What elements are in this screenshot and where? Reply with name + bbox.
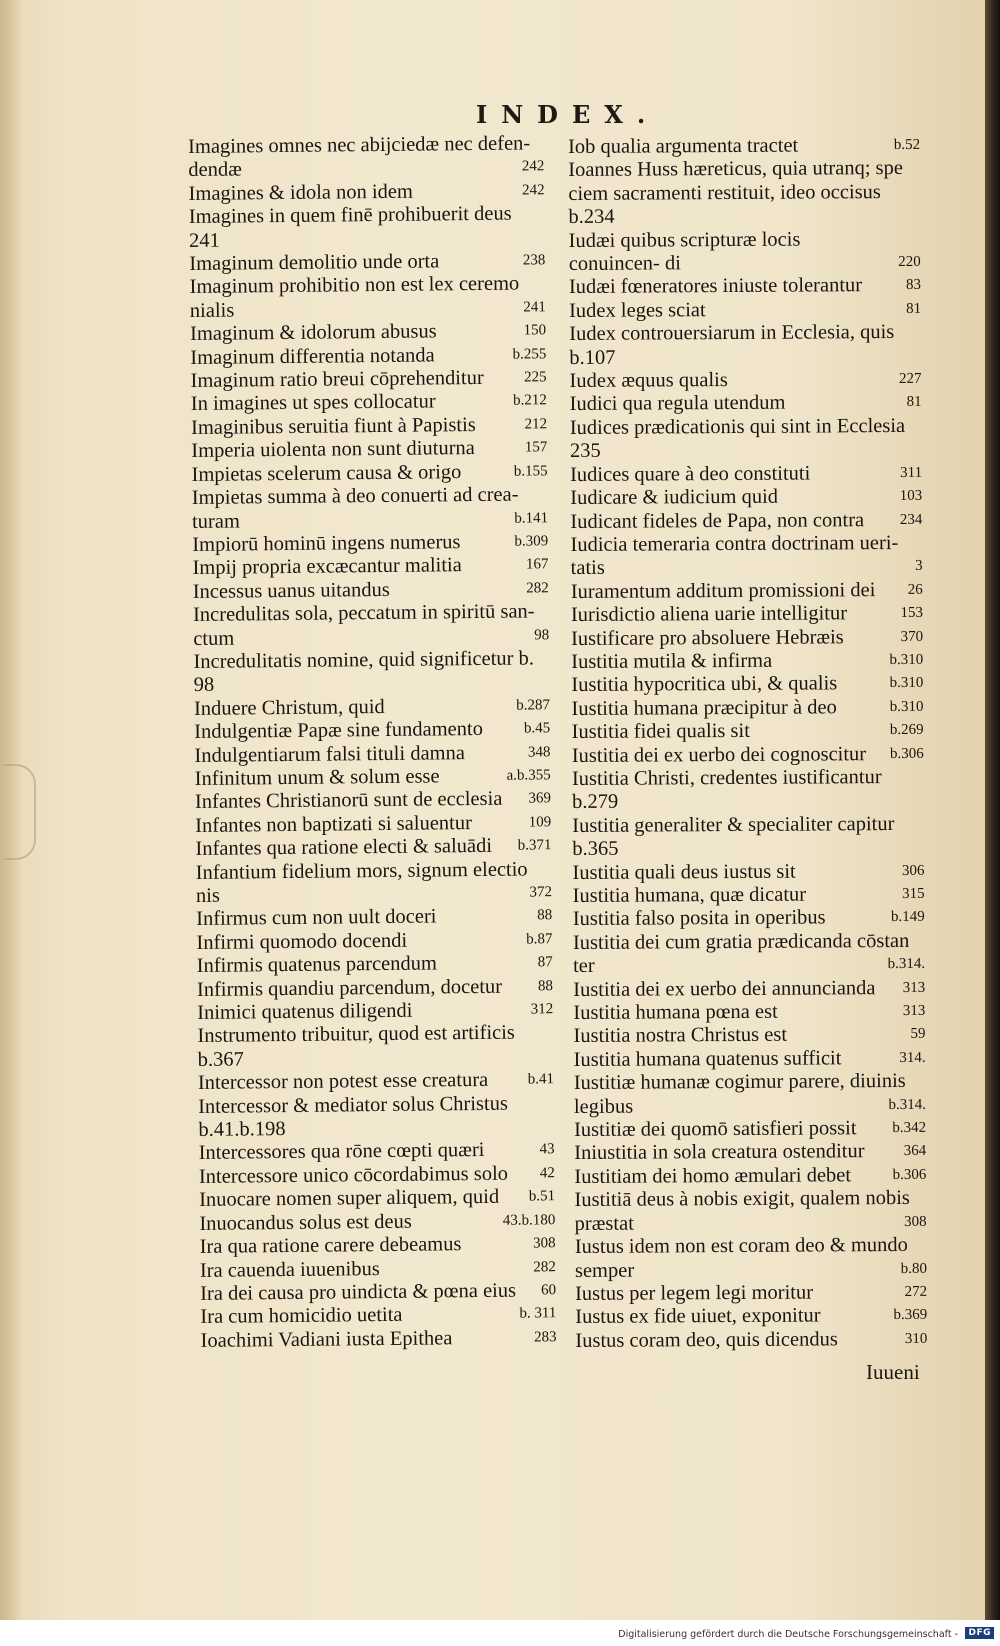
index-entry bbox=[189, 273, 545, 324]
index-entry bbox=[197, 1022, 553, 1073]
entry-page-ref: 313 bbox=[902, 1002, 926, 1020]
entry-page-ref: 60 bbox=[541, 1282, 557, 1299]
index-entry bbox=[571, 672, 923, 698]
entry-page-ref: 150 bbox=[523, 322, 547, 339]
entry-page-ref: b.310 bbox=[889, 698, 924, 715]
entry-text: Iudex leges sciat bbox=[569, 299, 706, 322]
index-entry bbox=[570, 532, 922, 581]
entry-text: Infinitum unum & solum esse bbox=[194, 765, 440, 790]
index-entry bbox=[574, 1047, 926, 1073]
entry-page-ref: 308 bbox=[533, 1235, 556, 1252]
entry-page-ref: b.52 bbox=[893, 136, 921, 154]
entry-page-ref: b.342 bbox=[892, 1119, 927, 1137]
entry-page-ref: 314. bbox=[899, 1049, 926, 1066]
index-entry bbox=[572, 742, 924, 768]
catchword: Iuueni bbox=[866, 1360, 920, 1384]
index-entry bbox=[193, 600, 549, 651]
index-entry bbox=[570, 485, 922, 511]
index-entry bbox=[192, 483, 548, 534]
entry-text: Indulgentiæ Papæ sine fundamento bbox=[194, 718, 484, 744]
entry-page-ref: b.51 bbox=[528, 1188, 556, 1205]
entry-page-ref: 241 bbox=[523, 299, 546, 316]
entry-page-ref: 372 bbox=[529, 884, 553, 901]
entry-text: Intercessores qua rōne cœpti quæri bbox=[198, 1139, 485, 1165]
index-column-right bbox=[568, 134, 927, 1353]
entry-text: Infantes Christianorū sunt de ecclesia bbox=[194, 788, 503, 814]
index-entry bbox=[574, 1070, 926, 1119]
entry-text: Iob qualia argumenta tractet bbox=[568, 134, 799, 158]
index-entry bbox=[572, 719, 924, 745]
entry-text: Iustitiæ dei quomō satisfieri possit bbox=[574, 1117, 857, 1142]
entry-text: Indulgentiarum falsi tituli damna bbox=[194, 741, 466, 767]
index-entry bbox=[196, 858, 552, 909]
entry-text: Iustitiam dei homo æmulari debet bbox=[574, 1164, 852, 1188]
entry-text: Induere Christum, quid bbox=[193, 695, 385, 720]
entry-text: Incessus uanus uitandus bbox=[192, 578, 390, 603]
index-entry bbox=[572, 813, 924, 862]
entry-text: Iustitiā deus à nobis exigit, qualem nobis præstat bbox=[574, 1187, 910, 1235]
entry-text: Iustitia humana pœna est bbox=[573, 1000, 778, 1025]
entry-page-ref: b.310 bbox=[889, 675, 924, 692]
entry-text: Ira cauenda iuuenibus bbox=[199, 1257, 380, 1282]
entry-text: Impiorū hominū ingens numerus bbox=[192, 531, 461, 556]
entry-page-ref: 313 bbox=[902, 979, 926, 996]
entry-text: Iuramentum additum promissioni dei bbox=[570, 578, 876, 603]
entry-page-ref: 81 bbox=[906, 300, 922, 317]
entry-text: Infirmis quandiu parcendum, docetur bbox=[196, 975, 503, 1001]
entry-page-ref: 306 bbox=[901, 862, 925, 879]
entry-page-ref: 109 bbox=[528, 814, 552, 831]
entry-text: Inuocandus solus est deus bbox=[199, 1210, 412, 1235]
entry-text: Imagines omnes nec abijciedæ nec defen- dendæ bbox=[188, 132, 531, 182]
entry-page-ref: b.306 bbox=[889, 745, 924, 762]
entry-text: Imaginibus seruitia fiunt à Papistis bbox=[190, 413, 476, 439]
entry-text: Infantium fidelium mors, signum electio nis bbox=[195, 858, 528, 907]
entry-page-ref: 212 bbox=[524, 416, 548, 433]
entry-page-ref: 370 bbox=[900, 628, 924, 645]
index-entry bbox=[572, 766, 924, 815]
entry-text: Iudæi quibus scripturæ locis conuincen- di bbox=[568, 228, 801, 276]
entry-text: Imaginum differentia notanda bbox=[190, 344, 435, 369]
entry-text: Iustitia mutila & infirma bbox=[571, 649, 773, 673]
entry-page-ref: 312 bbox=[530, 1001, 554, 1018]
entry-text: Iustus idem non est coram deo & mundo semper bbox=[574, 1234, 908, 1282]
entry-page-ref: 167 bbox=[525, 556, 549, 573]
index-entry bbox=[188, 132, 544, 183]
entry-page-ref: 83 bbox=[905, 277, 921, 294]
entry-page-ref: b. 311 bbox=[519, 1305, 557, 1322]
index-entry bbox=[571, 649, 923, 675]
entry-page-ref: 225 bbox=[523, 369, 547, 386]
entry-page-ref: b.80 bbox=[900, 1260, 927, 1277]
entry-text: Imagines & idola non idem bbox=[188, 180, 414, 205]
index-entry bbox=[574, 1187, 926, 1236]
entry-text: Iustificare pro absoluere Hebræis bbox=[571, 625, 844, 650]
dfg-logo: DFG bbox=[965, 1627, 994, 1639]
index-entry bbox=[570, 462, 922, 488]
entry-text: Incredulitas sola, peccatum in spiritū san- ctum bbox=[192, 600, 535, 650]
index-column-left bbox=[188, 132, 557, 1353]
entry-page-ref: b.155 bbox=[513, 462, 548, 480]
entry-page-ref: 282 bbox=[526, 579, 549, 597]
entry-page-ref: b.369 bbox=[893, 1307, 928, 1324]
entry-text: Iustitia Christi, credentes iustificantur b.279 bbox=[571, 766, 882, 814]
entry-text: Iustitia humana præcipitur à deo bbox=[571, 696, 837, 720]
index-entry bbox=[569, 274, 921, 300]
entry-text: Inuocare nomen super aliquem, quid bbox=[199, 1186, 500, 1212]
index-entry bbox=[570, 508, 922, 534]
entry-text: Iustitia nostra Christus est bbox=[573, 1024, 788, 1048]
entry-text: Iudex controuersiarum in Ecclesia, quis b.107 bbox=[569, 321, 895, 369]
index-entry bbox=[575, 1234, 927, 1283]
entry-text: Impietas scelerum causa & origo bbox=[191, 460, 462, 486]
index-entry bbox=[570, 391, 922, 417]
entry-text: Iustus per legem legi moritur bbox=[575, 1281, 814, 1305]
entry-text: Infantes non baptizati si saluentur bbox=[195, 811, 472, 837]
entry-text: Impij propria excæcantur malitia bbox=[192, 554, 462, 580]
entry-text: Iustitia falso posita in operibus bbox=[572, 906, 826, 931]
entry-page-ref: b.314. bbox=[888, 1096, 926, 1113]
entry-page-ref: 369 bbox=[528, 790, 552, 807]
entry-text: Imperia uiolenta non sunt diuturna bbox=[191, 437, 475, 463]
index-entry bbox=[571, 602, 923, 628]
entry-text: In imagines ut spes collocatur bbox=[190, 390, 436, 416]
index-entry bbox=[573, 883, 925, 909]
entry-page-ref: 234 bbox=[899, 511, 923, 528]
clasp-mark bbox=[4, 764, 36, 860]
entry-page-ref: 348 bbox=[527, 743, 551, 761]
entry-text: Iustitia dei ex uerbo dei annuncianda bbox=[573, 976, 876, 1001]
index-entry bbox=[571, 696, 923, 722]
entry-page-ref: b.141 bbox=[514, 509, 549, 527]
footer-credit: Digitalisierung gefördert durch die Deutsche Forschungsgemeinschaft - bbox=[618, 1629, 958, 1640]
entry-text: Iustitia dei cum gratia prædicanda cōstan ter bbox=[572, 929, 910, 978]
entry-page-ref: b.309 bbox=[514, 533, 549, 550]
entry-text: Iudices quare à deo constituti bbox=[570, 462, 811, 486]
entry-text: Iustitia quali deus iustus sit bbox=[572, 860, 796, 884]
entry-page-ref: 283 bbox=[534, 1328, 557, 1346]
entry-page-ref: 311 bbox=[900, 464, 923, 481]
entry-page-ref: 157 bbox=[524, 439, 548, 456]
entry-text: Ioannes Huss hæreticus, quia utranq; spe ciem sacramenti restituit, ideo occisus b.234 bbox=[568, 157, 904, 229]
entry-page-ref: b.371 bbox=[517, 837, 552, 854]
index-entry bbox=[189, 202, 545, 253]
index-entry bbox=[573, 906, 925, 932]
entry-page-ref: 81 bbox=[906, 394, 922, 411]
entry-page-ref: 88 bbox=[537, 907, 553, 924]
entry-text: Imaginum ratio breui cōprehenditur bbox=[190, 366, 484, 393]
entry-text: Iustitia dei ex uerbo dei cognoscitur bbox=[571, 742, 867, 767]
index-entry bbox=[571, 579, 923, 605]
entry-text: Iniustitia in sola creatura ostenditur bbox=[574, 1140, 865, 1165]
entry-text: Iudex æquus qualis bbox=[569, 369, 728, 393]
entry-page-ref: b.287 bbox=[516, 696, 551, 714]
entry-page-ref: 88 bbox=[537, 977, 554, 995]
entry-text: Iustitia hypocritica ubi, & qualis bbox=[571, 672, 838, 697]
index-entry bbox=[568, 157, 920, 229]
entry-page-ref: 43.b.180 bbox=[502, 1211, 556, 1229]
entry-text: Intercessor & mediator solus Christus b.41.b.198 bbox=[198, 1092, 508, 1142]
entry-text: Intercessore unico cōcordabimus solo bbox=[198, 1162, 509, 1188]
entry-page-ref: 59 bbox=[910, 1026, 926, 1043]
entry-page-ref: 98 bbox=[534, 626, 550, 643]
index-entry bbox=[568, 134, 920, 160]
index-entry bbox=[572, 859, 924, 885]
entry-text: Imaginum demolitio unde orta bbox=[189, 250, 440, 276]
entry-text: Imaginum & idolorum abusus bbox=[189, 320, 437, 346]
index-entry bbox=[573, 1000, 925, 1026]
page-header: INDEX. bbox=[476, 100, 660, 129]
index-entry bbox=[575, 1328, 927, 1354]
entry-text: Iudæi fœneratores iniuste tolerantur bbox=[568, 274, 863, 299]
entry-page-ref: 238 bbox=[522, 252, 546, 269]
entry-text: Iudicia temeraria contra doctrinam ueri- tatis bbox=[570, 531, 899, 580]
entry-text: Infirmi quomodo docendi bbox=[196, 929, 408, 954]
entry-page-ref: 227 bbox=[898, 370, 922, 388]
index-entry bbox=[573, 1023, 925, 1049]
entry-text: Infantes qua ratione electi & saluādi bbox=[195, 835, 493, 861]
entry-text: Iudicare & iudicium quid bbox=[570, 485, 779, 510]
entry-text: Ioachimi Vadiani iusta Epithea bbox=[200, 1327, 453, 1352]
index-entry bbox=[193, 647, 549, 698]
index-entry bbox=[569, 368, 921, 394]
entry-text: Imagines in quem finē prohibuerit deus 241 bbox=[188, 202, 512, 252]
entry-page-ref: b.269 bbox=[889, 721, 924, 739]
entry-text: Infirmis quatenus parcendum bbox=[196, 952, 438, 978]
entry-text: Inimici quatenus diligendi bbox=[197, 999, 413, 1024]
entry-text: Incredulitatis nomine, quid significetur b. 98 bbox=[193, 647, 535, 697]
entry-page-ref: b.149 bbox=[890, 909, 925, 926]
entry-text: Instrumento tribuitur, quod est artificis b.367 bbox=[197, 1022, 515, 1071]
page-edge bbox=[985, 0, 1000, 1620]
entry-text: Iudices prædicationis qui sint in Ecclesia 235 bbox=[569, 414, 906, 463]
entry-text: Imaginum prohibitio non est lex ceremo nialis bbox=[189, 272, 520, 322]
entry-page-ref: 282 bbox=[533, 1258, 556, 1275]
entry-text: Iurisdictio aliena uarie intelligitur bbox=[570, 602, 848, 627]
entry-page-ref: b.87 bbox=[526, 931, 553, 948]
entry-page-ref: b.212 bbox=[512, 392, 547, 410]
entry-text: Infirmus cum non uult doceri bbox=[196, 905, 437, 931]
entry-page-ref: a.b.355 bbox=[506, 767, 551, 784]
index-entry bbox=[569, 321, 921, 370]
index-entry bbox=[573, 930, 925, 979]
index-entry bbox=[569, 227, 921, 276]
entry-page-ref: 220 bbox=[898, 253, 921, 271]
entry-page-ref: b.255 bbox=[512, 345, 547, 363]
entry-text: Iudicant fideles de Papa, non contra bbox=[570, 508, 865, 533]
entry-page-ref: 272 bbox=[904, 1283, 928, 1300]
entry-text: Iustitia humana quatenus sufficit bbox=[573, 1047, 842, 1071]
index-entry bbox=[201, 1326, 557, 1353]
entry-page-ref: 364 bbox=[903, 1143, 927, 1160]
entry-page-ref: b.41 bbox=[527, 1071, 554, 1088]
entry-page-ref: 315 bbox=[902, 885, 925, 902]
index-entry bbox=[574, 1140, 926, 1166]
entry-page-ref: b.45 bbox=[523, 720, 551, 737]
entry-text: Iustitiæ humanæ cogimur parere, diuinis legibus bbox=[573, 1070, 906, 1118]
entry-page-ref: 310 bbox=[904, 1330, 928, 1347]
entry-text: Ira cum homicidio uetita bbox=[200, 1304, 403, 1329]
entry-text: Iustus ex fide uiuet, exponitur bbox=[575, 1304, 821, 1329]
index-entry bbox=[198, 1092, 554, 1143]
entry-text: Iustitia generaliter & specialiter capitur b.365 bbox=[572, 812, 895, 861]
index-entry bbox=[574, 1117, 926, 1143]
index-entry bbox=[571, 625, 923, 651]
index-entry bbox=[574, 1164, 926, 1190]
entry-page-ref: 26 bbox=[907, 581, 923, 598]
entry-page-ref: 242 bbox=[521, 158, 545, 175]
footer-bar bbox=[0, 1620, 1000, 1646]
entry-page-ref: b.314. bbox=[887, 956, 926, 973]
entry-page-ref: 3 bbox=[915, 558, 923, 575]
index-entry bbox=[573, 976, 925, 1002]
index-entry bbox=[575, 1281, 927, 1307]
entry-text: Ira qua ratione carere debeamus bbox=[199, 1233, 462, 1259]
index-entry bbox=[575, 1304, 927, 1330]
entry-text: Iustitia humana, quæ dicatur bbox=[572, 883, 807, 907]
index-entry bbox=[570, 415, 922, 464]
entry-page-ref: b.310 bbox=[889, 651, 924, 668]
entry-text: Ira dei causa pro uindicta & pœna eius bbox=[200, 1279, 517, 1305]
entry-page-ref: 153 bbox=[900, 604, 923, 622]
entry-text: Iustus coram deo, quis dicendus bbox=[575, 1328, 838, 1352]
entry-page-ref: 242 bbox=[522, 182, 545, 199]
entry-text: Intercessor non potest esse creatura bbox=[197, 1069, 489, 1095]
entry-page-ref: 308 bbox=[904, 1213, 927, 1230]
entry-page-ref: 43 bbox=[539, 1141, 555, 1158]
entry-text: Iustitia fidei qualis sit bbox=[571, 720, 750, 744]
entry-text: Iudici qua regula utendum bbox=[569, 392, 786, 416]
entry-page-ref: 103 bbox=[899, 487, 923, 505]
entry-text: Impietas summa à deo conuerti ad crea- turam bbox=[191, 483, 519, 533]
entry-page-ref: 87 bbox=[537, 954, 553, 971]
entry-page-ref: 42 bbox=[539, 1165, 555, 1182]
index-entry bbox=[569, 298, 921, 324]
entry-page-ref: b.306 bbox=[892, 1166, 927, 1183]
